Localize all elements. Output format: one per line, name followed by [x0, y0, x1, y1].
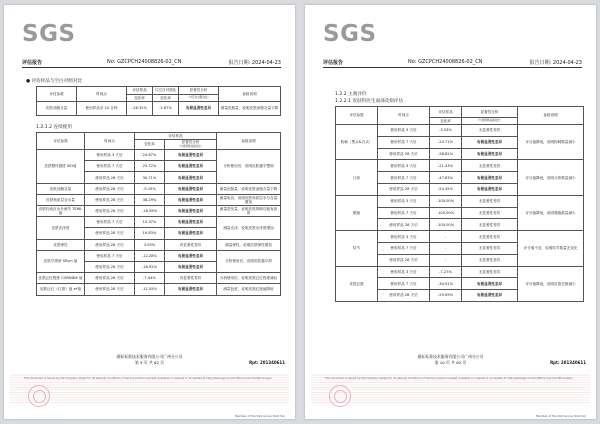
sgs-logo: SGS	[323, 21, 377, 47]
cell-time: 使用样品 28 天后	[378, 254, 430, 266]
cell-rate: -2.67%	[153, 102, 179, 116]
cell-rate: -11.05%	[135, 284, 165, 295]
cell-sig: 有极显著性差异	[165, 261, 217, 272]
cell-time: 使用样品 7 天后	[378, 278, 430, 290]
footer-page-number: 第 10 页 共 62 页	[434, 360, 467, 365]
cell-time: 使用样品 3 天后	[378, 231, 430, 243]
cell-param: 结节	[336, 231, 378, 266]
header-divider	[22, 67, 281, 68]
seal-stamp	[28, 385, 50, 407]
cell-rate: -100.00%	[430, 195, 462, 207]
cell-sig: 有极显著性差异	[179, 102, 219, 116]
cell-param: 皮肤油脂含量	[37, 183, 85, 194]
cell-rate: -	[430, 242, 462, 254]
cell-sig: 无显著性差异	[462, 195, 518, 207]
cell-desc: 评分值降低，说明脓疱数量减少	[518, 195, 584, 230]
cell-time: 使用样品 28 天后	[85, 273, 135, 284]
section-title-blank-comparison: ● 评估样品与空白对照对比	[26, 79, 83, 84]
cell-rate: -100.00%	[430, 219, 462, 231]
cell-sig: 有显著性差异	[165, 273, 217, 284]
dermatologist-body	[336, 125, 584, 302]
cell-param: 皮肤平滑度 SEsm 值	[37, 250, 85, 272]
footer-report-ref: Rpt: 201340611	[550, 360, 586, 365]
th-desc: 参数说明	[217, 133, 281, 150]
cell-time: 使用样品 3 天后	[378, 266, 430, 278]
cell-rate: -26.32%	[127, 102, 153, 116]
cell-sig: 无显著性差异	[462, 231, 518, 243]
table-row	[336, 125, 584, 137]
cell-time: 使用样品 28 天后	[85, 194, 135, 205]
cell-sig: 有极显著性差异	[462, 136, 518, 148]
cell-sig: 有极显著性差异	[165, 217, 217, 228]
cell-sig: 有极显著性差异	[462, 172, 518, 184]
cell-rate: 25.72%	[135, 161, 165, 172]
cell-time: 使用样品 28 天后	[85, 183, 135, 194]
th-rate: 变化率	[135, 140, 165, 150]
blank-comparison-table	[36, 86, 281, 116]
cell-param: 皮肤经表皮水分流失 TEWL 值	[37, 206, 85, 217]
cell-sig: 有极显著性差异	[165, 172, 217, 183]
cell-rate: -	[430, 231, 462, 243]
cell-desc: 分析使用后，说明皮肤泛红程度减轻	[217, 273, 281, 284]
cell-desc: 评分值降低，说明粉刺数量减少	[518, 125, 584, 160]
cell-time: 使用样品 28 天后	[85, 284, 135, 295]
cell-rate: -16.92%	[135, 261, 165, 272]
th-time: 时间点	[85, 133, 135, 150]
cell-desc: 分析使用后，说明皮肤越平滑	[217, 250, 281, 272]
cell-desc: 评分值降低，说明皮损总数减少	[518, 266, 584, 301]
sgs-logo: SGS	[22, 21, 76, 47]
member-note: Member of the SGS Group (SGS SA)	[536, 414, 586, 418]
table-row	[37, 284, 281, 295]
cell-rate: 10.37%	[135, 217, 165, 228]
cell-time: 使用样品 28 天后	[378, 219, 430, 231]
cell-sig: 有极显著性差异	[165, 150, 217, 161]
cell-time: 使用样品 28 天后	[85, 206, 135, 217]
th-sample: 评估样品	[430, 107, 462, 118]
th-sample: 评估样品	[135, 133, 217, 140]
th-rate: 变化率	[153, 95, 179, 102]
cell-rate: -54.35%	[430, 183, 462, 195]
cell-time: 使用样品 7 天后	[378, 207, 430, 219]
cell-rate: -21.43%	[430, 160, 462, 172]
cell-desc: 测量色度，说明皮肤红斑值降低	[217, 284, 281, 295]
cell-time: 使用样品 28 天后	[85, 261, 135, 272]
cell-time: 使用样品 28 天后	[85, 172, 135, 183]
cell-sig: 有极显著性差异	[462, 290, 518, 302]
cell-rate: -18.59%	[135, 206, 165, 217]
cell-sig: 无显著性差异	[462, 219, 518, 231]
page-header	[22, 59, 281, 66]
cell-sig: 有极显著性差异	[165, 250, 217, 261]
cell-time: 使用样品 3 天后	[85, 150, 135, 161]
page-header	[323, 59, 582, 66]
cell-rate: -3.53%	[430, 125, 462, 137]
cell-sig: 有极显著性差异	[462, 183, 518, 195]
th-rate: 变化率	[430, 118, 462, 125]
report-date: 报告日期: 2024-04-23	[228, 60, 281, 66]
table-row	[37, 206, 281, 217]
table-row	[336, 160, 584, 172]
cell-rate: -12.28%	[135, 250, 165, 261]
cell-time: 使用样品 7 天后	[378, 242, 430, 254]
cell-time: 使用样品 28 天后	[378, 148, 430, 160]
th-desc: 参数说明	[219, 87, 281, 102]
th-rate: 变化率	[127, 95, 153, 102]
cell-rate: 30.71%	[135, 172, 165, 183]
cell-sig: 有极显著性差异	[462, 148, 518, 160]
report-date: 报告日期: 2024-04-23	[529, 60, 582, 66]
continuous-use-table	[36, 132, 281, 296]
cell-param: 皮肤弹性	[37, 239, 85, 250]
cell-rate: -100.00%	[430, 207, 462, 219]
cell-rate: -30.91%	[430, 278, 462, 290]
cell-rate: -	[430, 254, 462, 266]
cell-rate: -59.09%	[430, 290, 462, 302]
table-row	[37, 250, 281, 261]
table-row	[336, 266, 584, 278]
header-divider	[323, 67, 582, 68]
member-note: Member of the SGS Group (SGS SA)	[235, 414, 285, 418]
cell-time: 使用样品 28 天后	[378, 183, 430, 195]
cell-sig: 有显著性差异	[165, 239, 217, 250]
cell-param: 皮肤角质层含水量	[37, 194, 85, 205]
cell-desc: 分析使用后，说明皮肤越平整细	[217, 150, 281, 184]
report-number: No: GZCPCH24008826-02_CN	[107, 59, 182, 65]
th-sig: 显著性分析 （与使用样品前对比）	[165, 140, 217, 150]
cell-param: 脓疱	[336, 195, 378, 230]
cell-rate: 38.29%	[135, 194, 165, 205]
cell-rate: -7.44%	[135, 273, 165, 284]
cell-sig: 无显著性差异	[462, 242, 518, 254]
section-title-subjective: 1.2.2 主观评价	[335, 92, 367, 97]
seal-stamp	[329, 385, 351, 407]
cell-time: 使用样品 28 天后	[378, 290, 430, 302]
cell-param: 皮肤整体感度 SEr值	[37, 150, 85, 184]
cell-rate: -9.15%	[135, 183, 165, 194]
cell-time: 使用样品 7 天后	[85, 217, 135, 228]
th-time: 时间点	[378, 107, 430, 125]
cell-rate: -24.71%	[430, 136, 462, 148]
cell-desc: 测量电容，说明皮肤角质层水分含量增加	[217, 194, 281, 205]
cell-desc: 评分值降低，说明丘疹数量减少	[518, 160, 584, 195]
section-title-continuous-use: 1.2.1.2 连续使用	[36, 125, 72, 130]
cell-time: 使用样品 3 天后	[378, 160, 430, 172]
cell-rate: -58.82%	[430, 148, 462, 160]
continuous-use-body	[37, 150, 281, 295]
cell-param: 皮肤光泽度	[37, 217, 85, 239]
cell-rate: 19.83%	[135, 228, 165, 239]
cell-param: 皮肤泛红程度 CORNIDX 值	[37, 273, 85, 284]
th-param: 评估参数	[37, 133, 85, 150]
footer-company: 通标标准技术服务有限公司广州分公司	[417, 354, 484, 359]
th-time: 时间点	[77, 87, 127, 102]
report-number: No: GZCPCH24008826-02_CN	[408, 59, 483, 65]
report-page-9	[4, 5, 295, 419]
th-sample: 评估样品	[127, 87, 153, 95]
th-sig-note: （与使用样品前对比）	[462, 118, 518, 125]
th-param: 评估参数	[336, 107, 378, 125]
terms-fine-print: This document is issued by the Company subject to its General Conditions of Service printed overleaf, available on request or accessible at http://www.sgs.com/en/Terms-and-Conditions.aspx	[325, 377, 573, 380]
cell-sig: 无显著性差异	[462, 254, 518, 266]
table-row	[37, 183, 281, 194]
cell-rate: -47.83%	[430, 172, 462, 184]
cell-desc: 测量光泽，说明皮肤光泽度增加	[217, 217, 281, 239]
table-row	[336, 195, 584, 207]
cell-time: 使用样品 7 天后	[378, 172, 430, 184]
cell-time: 使用样品 3 天后	[378, 125, 430, 137]
cell-desc: 测量皮脂量，说明皮肤油脂含量下降	[217, 183, 281, 194]
cell-param: 丘疹	[336, 160, 378, 195]
cell-param: 皮肤油脂含量	[37, 102, 77, 116]
cell-sig: 无显著性差异	[462, 266, 518, 278]
table-row	[336, 231, 584, 243]
report-label: 评估报告	[323, 60, 344, 66]
cell-param: 皮肤泛红（红斑）值 a*值	[37, 284, 85, 295]
cell-desc: 测量皮脂量，说明皮肤油脂含量下降	[219, 102, 281, 116]
cell-time: 使用样品 7 天后	[85, 161, 135, 172]
cell-time: 使用样品 3 天后	[378, 195, 430, 207]
report-page-10	[305, 5, 596, 419]
cell-time: 使用样品 7 天后	[85, 250, 135, 261]
cell-desc: 评分值不变，说明结节数量无变化	[518, 231, 584, 266]
cell-rate: -7.27%	[430, 266, 462, 278]
footer-page-number: 第 9 页 共 62 页	[134, 360, 165, 365]
cell-param: 皮损总数	[336, 266, 378, 301]
table-row	[37, 102, 281, 116]
table-row	[37, 194, 281, 205]
cell-time: 使用样品 7 天后	[378, 136, 430, 148]
footer-report-ref: Rpt: 201340611	[249, 360, 285, 365]
th-sig: 显著性分析	[179, 87, 219, 95]
section-title-dermatologist: 1.2.2.1 皮肤科医生面部皮损评估	[335, 99, 404, 104]
cell-sig: 有极显著性差异	[165, 161, 217, 172]
cell-desc: 测量蒸发量，说明皮肤屏障功能有改善	[217, 206, 281, 217]
cell-sig: 有极显著性差异	[462, 278, 518, 290]
cell-time: 使用样品 28 天后	[85, 228, 135, 239]
cell-param: 粉刺（黑头&白头）	[336, 125, 378, 160]
th-blank: 与空白对照比	[153, 87, 179, 95]
cell-sig: 有极显著性差异	[165, 284, 217, 295]
cell-sig: 无显著性差异	[462, 207, 518, 219]
footer-company: 通标标准技术服务有限公司广州分公司	[116, 354, 183, 359]
cell-sig: 无显著性差异	[462, 160, 518, 172]
cell-sig: 有极显著性差异	[165, 206, 217, 217]
th-param: 评估参数	[37, 87, 77, 102]
report-label: 评估报告	[22, 60, 43, 66]
cell-time: 使用样品后 10 分钟	[77, 102, 127, 116]
th-desc: 参数说明	[518, 107, 584, 125]
cell-desc: 测量弹性，说明皮肤弹性增加	[217, 239, 281, 250]
table-row	[37, 217, 281, 228]
cell-rate: 24.67%	[135, 150, 165, 161]
cell-time: 使用样品 28 天后	[85, 239, 135, 250]
th-sig: 显著性分析	[462, 107, 518, 118]
dermatologist-table	[335, 106, 584, 302]
terms-fine-print: This document is issued by the Company subject to its General Conditions of Service printed overleaf, available on request or accessible at http://www.sgs.com/en/Terms-and-Conditions.aspx	[24, 377, 272, 380]
cell-sig: 有极显著性差异	[165, 228, 217, 239]
cell-sig: 有极显著性差异	[165, 194, 217, 205]
table-row	[37, 239, 281, 250]
cell-sig: 有极显著性差异	[165, 183, 217, 194]
cell-sig: 无显著性差异	[462, 125, 518, 137]
th-sig-note: （与空白对照对比）	[179, 95, 219, 102]
table-row	[37, 150, 281, 161]
table-row	[37, 273, 281, 284]
cell-rate: 3.55%	[135, 239, 165, 250]
